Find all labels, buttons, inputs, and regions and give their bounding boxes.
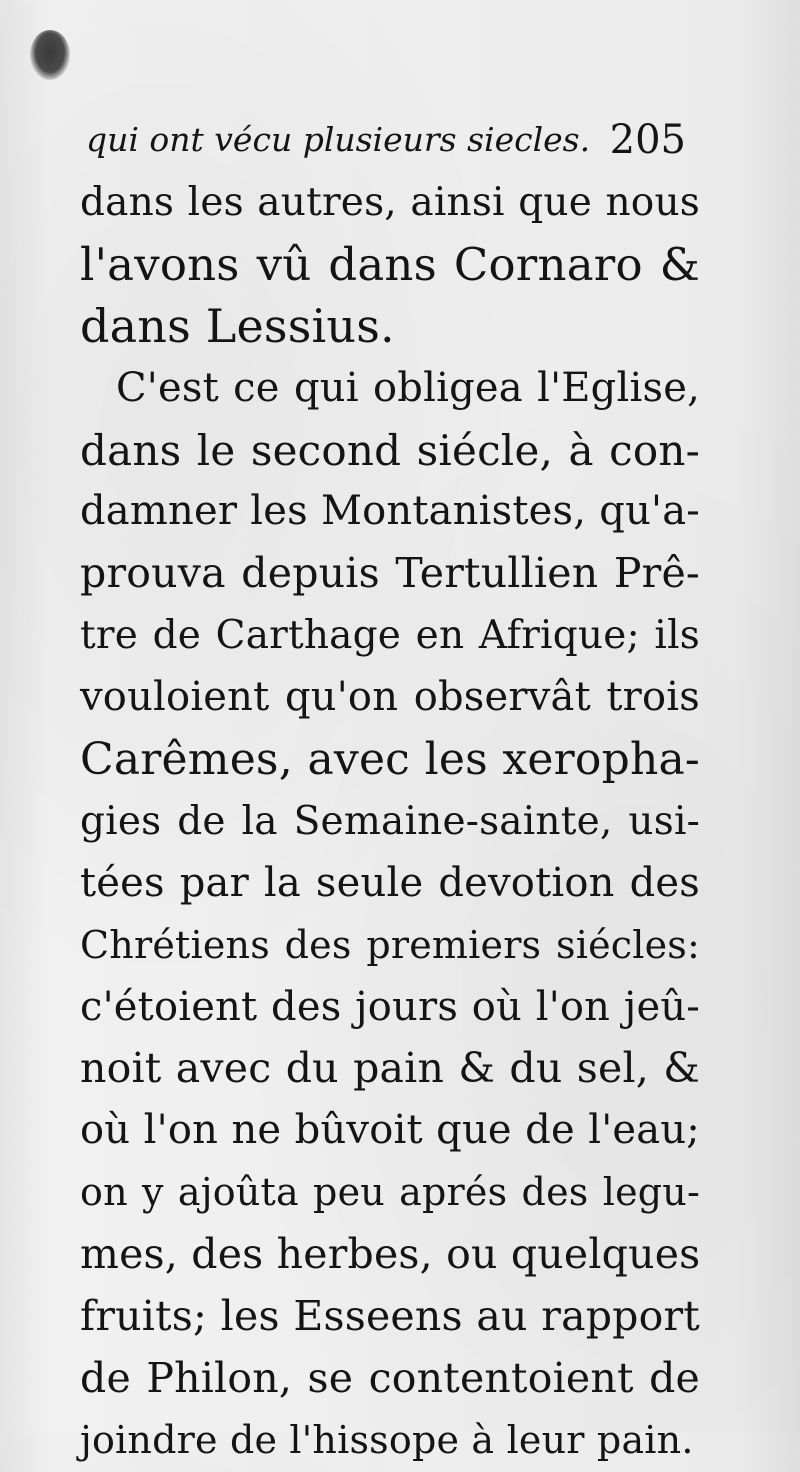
ink-blot — [30, 30, 70, 80]
text-line: joindre de l'hissope à leur pain. — [80, 1417, 694, 1462]
text-line: tre de Carthage en Afrique; ils — [80, 613, 700, 659]
text-line: dans le second siécle, à con- — [80, 425, 700, 475]
text-line: C'est ce qui obligea l'Eglise, — [116, 364, 700, 411]
text-line: prouva depuis Tertullien Prê- — [80, 549, 700, 598]
page-number: 205 — [609, 117, 686, 163]
text-line: l'avons vû dans Cornaro & — [80, 237, 700, 291]
text-line: où l'on ne bûvoit que de l'eau; — [80, 1107, 700, 1154]
text-line: dans les autres, ainsi que nous — [80, 180, 700, 225]
text-line: Carêmes, avec les xeropha- — [80, 734, 700, 786]
text-line: fruits; les Esseens au rapport — [80, 1292, 700, 1341]
text-line: vouloient qu'on observât trois — [80, 674, 700, 721]
text-line: on y ajoûta peu aprés des legu- — [80, 1170, 700, 1215]
text-line: tées par la seule devotion des — [80, 859, 700, 906]
text-line: de Philon, se contentoient de — [80, 1353, 700, 1402]
text-line: mes, des herbes, ou quelques — [80, 1230, 701, 1279]
text-line: noit avec du pain & du sel, & — [80, 1044, 700, 1093]
text-line: damner les Montanistes, qu'a- — [80, 488, 700, 535]
text-line: Chrétiens des premiers siécles: — [80, 922, 700, 967]
body-text — [80, 172, 700, 1472]
page-header — [86, 112, 686, 172]
text-line: c'étoient des jours où l'on jeû- — [80, 983, 700, 1030]
running-head: qui ont vécu plusieurs siecles. — [86, 120, 591, 159]
text-line: dans Lessius. — [80, 298, 395, 353]
text-line: gies de la Semaine-sainte, usi- — [80, 798, 700, 844]
